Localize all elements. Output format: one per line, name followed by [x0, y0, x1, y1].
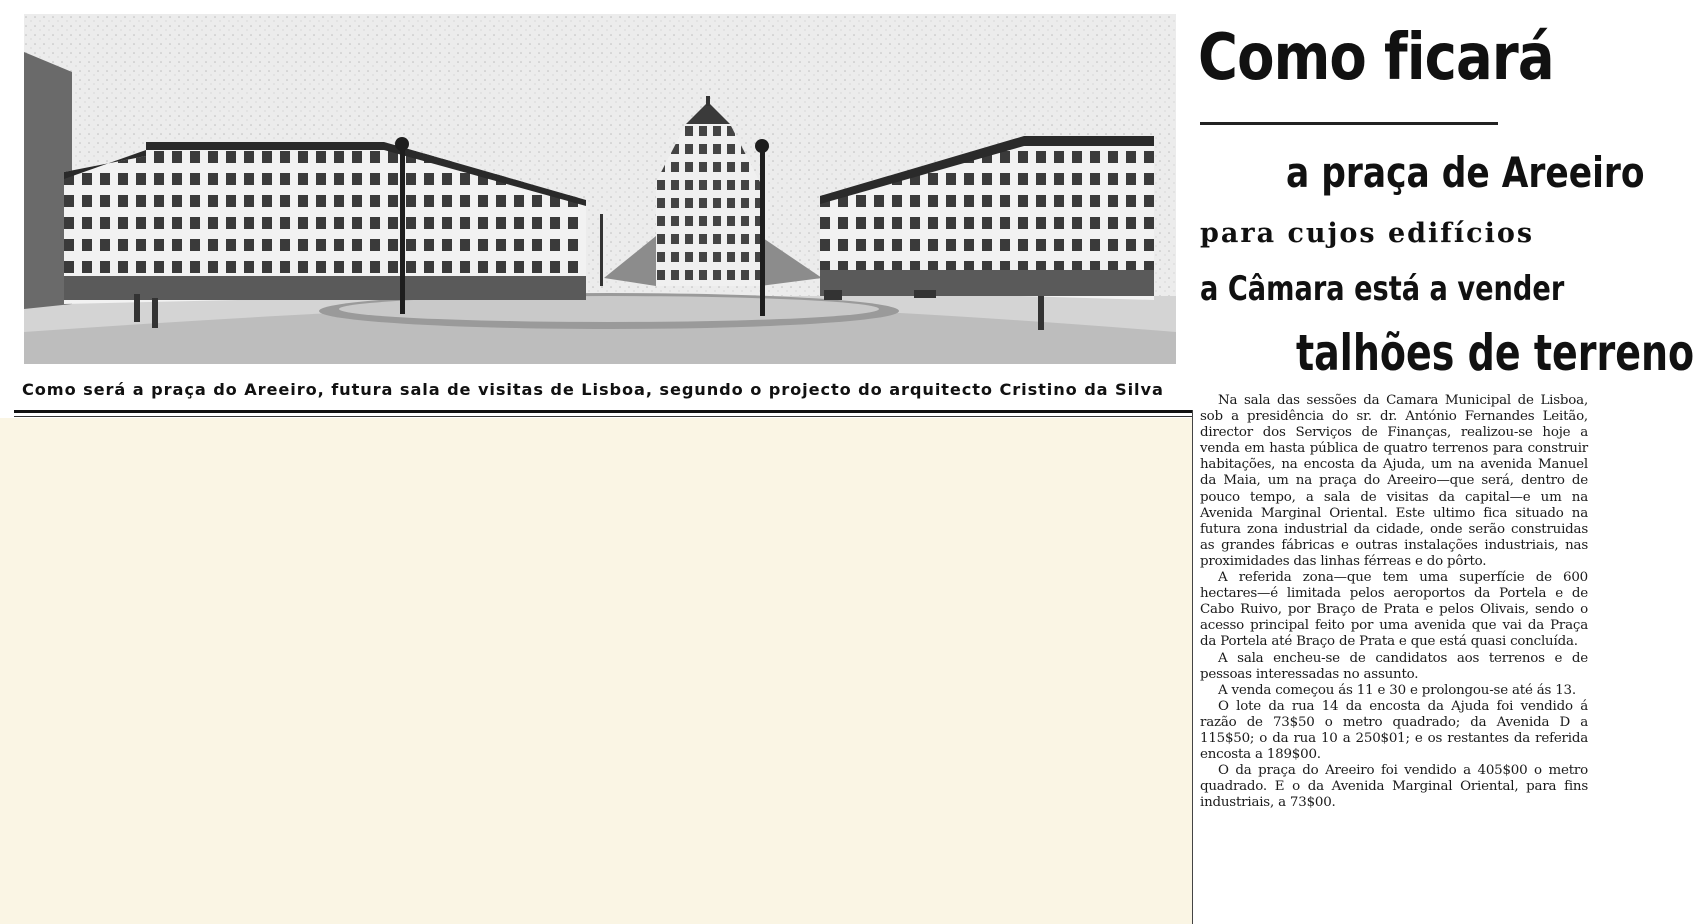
article-paragraph: O lote da rua 14 da encosta da Ajuda foi vendido á razão de 73$50 o metro quadrado; da Avenida D a 115$50; o da rua 10 a 250$01; e os restantes da referida encosta a 189$00. [1200, 698, 1588, 763]
article-paragraph: Na sala das sessões da Camara Municipal de Lisboa, sob a presidência do sr. dr. António Fernandes Leitão, director dos Serviços de Finanças, realizou-se hoje a venda em hasta pública de quatro terrenos para construir habitações, na encosta da Ajuda, um na avenida Manuel da Maia, um na praça do Areeiro—que será, dentro de pouco tempo, a sala de visitas da capital—e um na Avenida Marginal Oriental. Este ultimo fica situado na futura zona industrial da cidade, onde serão construidas as grandes fábricas e outras instalações industriais, nas proximidades das linhas férreas e do pôrto. [1200, 393, 1588, 569]
praca-areeiro-illustration [24, 14, 1176, 364]
blank-page-area [0, 418, 1192, 924]
headline-line-4: a Câmara está a vender [1200, 269, 1565, 309]
article-paragraph: A referida zona—que tem uma superfície de 600 hectares—é limitada pelos aeroportos da Portela e de Cabo Ruivo, por Braço de Prata e pelos Olivais, sendo o acesso principal feito por uma avenida que vai da Praça da Portela até Braço de Prata e que está quasi concluída. [1200, 570, 1588, 650]
article-paragraph: A sala encheu-se de candidatos aos terrenos e de pessoas interessadas no assunto. [1200, 650, 1588, 682]
headline-line-5: talhões de terreno [1296, 324, 1694, 382]
caption-rule [14, 410, 1192, 413]
article-paragraph: A venda começou ás 11 e 30 e prolongou-se até ás 13. [1218, 682, 1576, 698]
headline-underline [1200, 122, 1498, 125]
image-caption: Como será a praça do Areeiro, futura sala de visitas de Lisboa, segundo o projecto do arquitecto Cristino da Silva [22, 380, 1164, 399]
headline-line-1: Como ficará [1198, 21, 1554, 95]
headline-line-3: para cujos edifícios [1200, 218, 1535, 249]
caption-rule-thin [14, 416, 1192, 417]
headline-line-2: a praça de Areeiro [1286, 148, 1645, 197]
column-rule [1192, 410, 1193, 924]
article-paragraph: O da praça do Areeiro foi vendido a 405$00 o metro quadrado. E o da Avenida Marginal Oriental, para fins industriais, a 73$00. [1200, 763, 1588, 811]
article-body [1200, 393, 1588, 811]
